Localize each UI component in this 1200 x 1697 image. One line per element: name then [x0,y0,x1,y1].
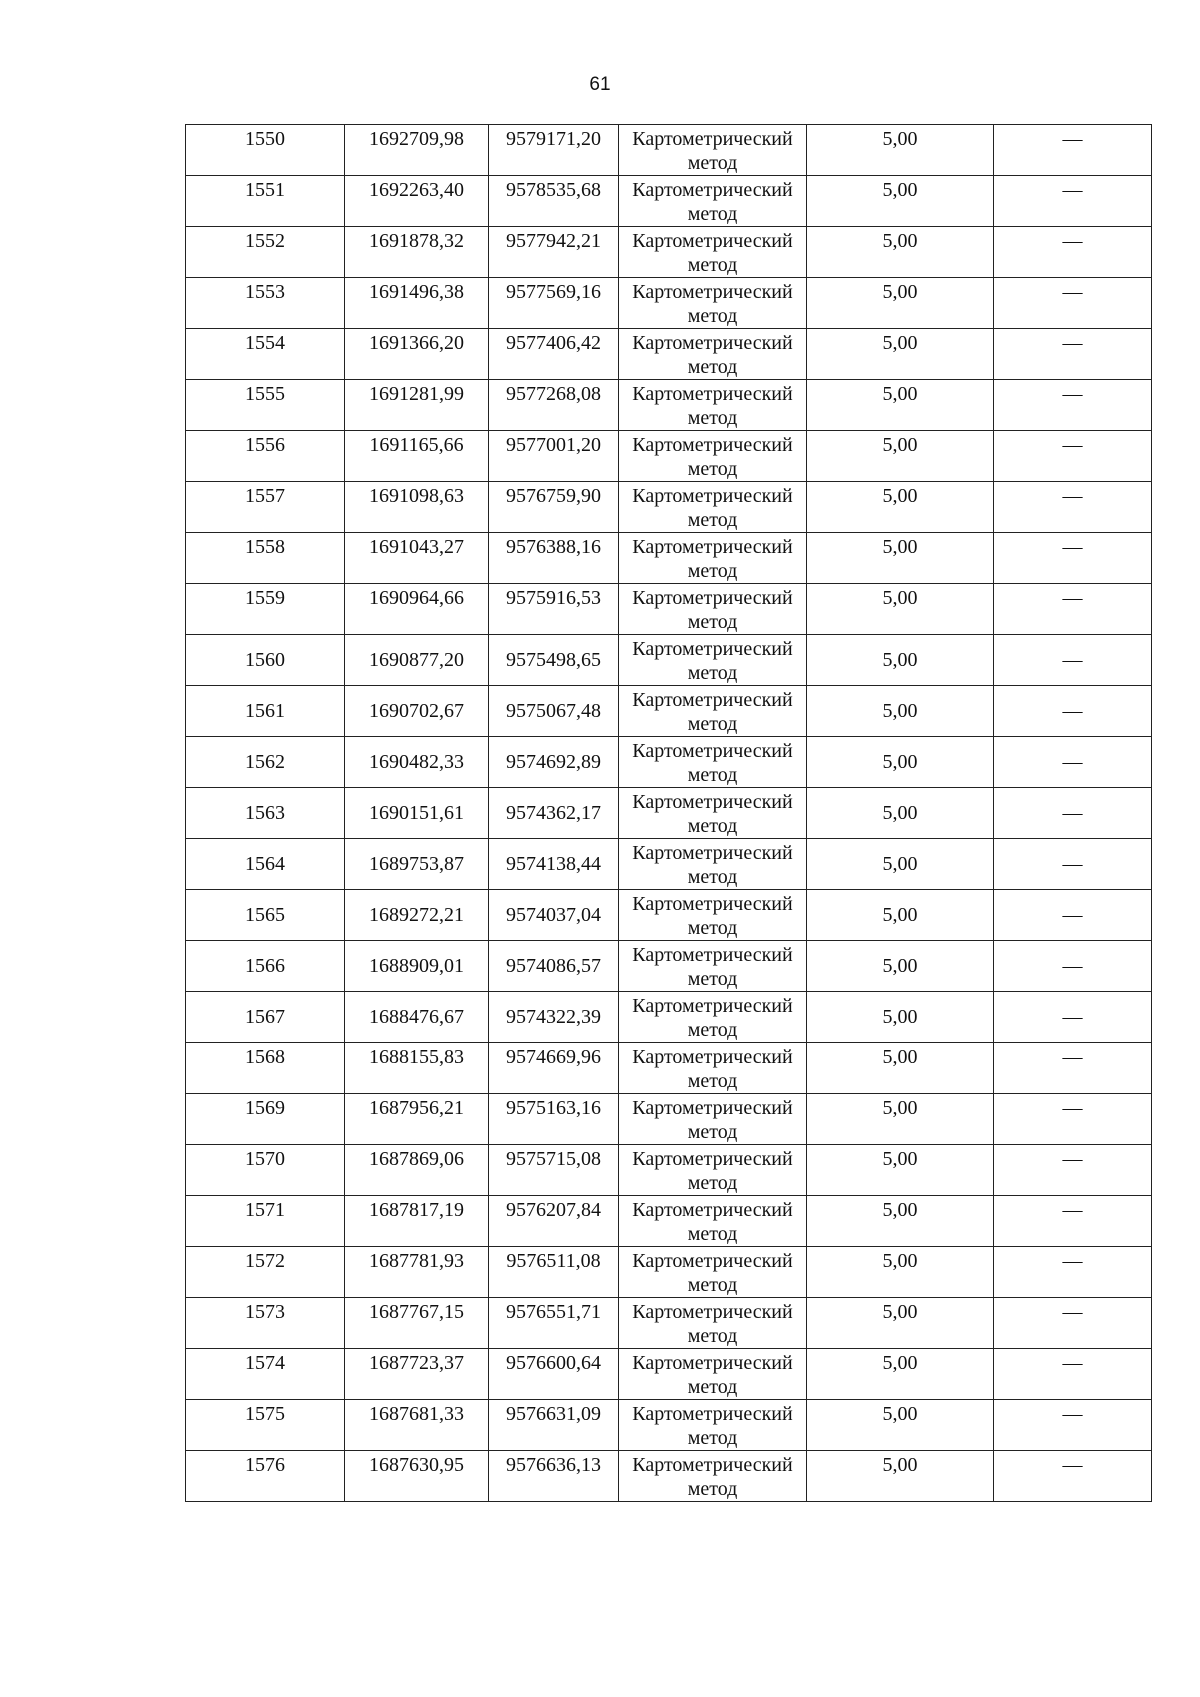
method-line-1: Картометрический [632,944,793,966]
description-cell: — [994,1094,1152,1145]
description-cell: — [994,1196,1152,1247]
y-coordinate-cell: 9576636,13 [489,1451,619,1502]
method-line-1: Картометрический [632,791,793,813]
table-row [186,1298,1152,1349]
table-row [186,1451,1152,1502]
method-cell [619,1349,807,1400]
x-coordinate-cell: 1687767,15 [345,1298,489,1349]
table-row [186,737,1152,788]
table-row [186,329,1152,380]
point-number-cell: 1561 [186,686,345,737]
description-cell: — [994,788,1152,839]
method-line-2: метод [687,254,738,276]
point-number-cell: 1558 [186,533,345,584]
point-number-cell: 1566 [186,941,345,992]
method-line-1: Картометрический [632,128,793,150]
point-number-cell: 1553 [186,278,345,329]
method-line-1: Картометрический [632,689,793,711]
point-number-cell: 1570 [186,1145,345,1196]
method-line-2: метод [687,1223,738,1245]
description-cell: — [994,431,1152,482]
x-coordinate-cell: 1691366,20 [345,329,489,380]
method-line-2: метод [687,815,738,837]
accuracy-cell: 5,00 [807,1247,994,1298]
table-row [186,839,1152,890]
point-number-cell: 1564 [186,839,345,890]
method-line-2: метод [687,764,738,786]
method-line-2: метод [687,1172,738,1194]
point-number-cell: 1562 [186,737,345,788]
y-coordinate-cell: 9574322,39 [489,992,619,1043]
description-cell: — [994,584,1152,635]
accuracy-cell: 5,00 [807,329,994,380]
description-cell: — [994,686,1152,737]
point-number-cell: 1575 [186,1400,345,1451]
accuracy-cell: 5,00 [807,1094,994,1145]
table-row [186,482,1152,533]
point-number-cell: 1573 [186,1298,345,1349]
accuracy-cell: 5,00 [807,635,994,686]
method-line-2: метод [687,203,738,225]
method-cell [619,686,807,737]
table-row [186,1145,1152,1196]
method-cell [619,278,807,329]
method-line-2: метод [687,458,738,480]
method-line-2: метод [687,305,738,327]
method-cell [619,635,807,686]
method-line-2: метод [687,1325,738,1347]
method-line-1: Картометрический [632,1250,793,1272]
method-cell [619,329,807,380]
x-coordinate-cell: 1690877,20 [345,635,489,686]
x-coordinate-cell: 1692709,98 [345,125,489,176]
x-coordinate-cell: 1691043,27 [345,533,489,584]
y-coordinate-cell: 9575067,48 [489,686,619,737]
y-coordinate-cell: 9574138,44 [489,839,619,890]
description-cell: — [994,1145,1152,1196]
coordinates-table-body [186,125,1152,1502]
method-line-2: метод [687,1478,738,1500]
y-coordinate-cell: 9574362,17 [489,788,619,839]
point-number-cell: 1559 [186,584,345,635]
description-cell: — [994,1349,1152,1400]
point-number-cell: 1550 [186,125,345,176]
method-cell [619,941,807,992]
x-coordinate-cell: 1690151,61 [345,788,489,839]
description-cell: — [994,839,1152,890]
method-line-1: Картометрический [632,536,793,558]
x-coordinate-cell: 1690702,67 [345,686,489,737]
method-line-1: Картометрический [632,1454,793,1476]
method-cell [619,737,807,788]
accuracy-cell: 5,00 [807,941,994,992]
method-line-2: метод [687,1070,738,1092]
description-cell: — [994,329,1152,380]
x-coordinate-cell: 1688909,01 [345,941,489,992]
method-line-1: Картометрический [632,1301,793,1323]
y-coordinate-cell: 9576511,08 [489,1247,619,1298]
y-coordinate-cell: 9576388,16 [489,533,619,584]
x-coordinate-cell: 1687781,93 [345,1247,489,1298]
accuracy-cell: 5,00 [807,737,994,788]
method-cell [619,482,807,533]
x-coordinate-cell: 1687630,95 [345,1451,489,1502]
method-cell [619,1451,807,1502]
method-cell [619,1400,807,1451]
x-coordinate-cell: 1692263,40 [345,176,489,227]
description-cell: — [994,125,1152,176]
x-coordinate-cell: 1687723,37 [345,1349,489,1400]
accuracy-cell: 5,00 [807,1349,994,1400]
method-line-1: Картометрический [632,893,793,915]
table-row [186,125,1152,176]
x-coordinate-cell: 1687869,06 [345,1145,489,1196]
description-cell: — [994,1043,1152,1094]
accuracy-cell: 5,00 [807,1400,994,1451]
point-number-cell: 1555 [186,380,345,431]
accuracy-cell: 5,00 [807,533,994,584]
description-cell: — [994,941,1152,992]
method-line-2: метод [687,407,738,429]
method-cell [619,380,807,431]
method-line-2: метод [687,1274,738,1296]
method-cell [619,431,807,482]
method-line-2: метод [687,356,738,378]
accuracy-cell: 5,00 [807,125,994,176]
point-number-cell: 1560 [186,635,345,686]
description-cell: — [994,890,1152,941]
table-row [186,176,1152,227]
page-number: 61 [589,74,611,95]
method-line-1: Картометрический [632,995,793,1017]
description-cell: — [994,1298,1152,1349]
method-line-1: Картометрический [632,1097,793,1119]
description-cell: — [994,176,1152,227]
method-line-1: Картометрический [632,1046,793,1068]
method-line-2: метод [687,1121,738,1143]
x-coordinate-cell: 1688476,67 [345,992,489,1043]
method-line-2: метод [687,968,738,990]
method-cell [619,890,807,941]
y-coordinate-cell: 9574669,96 [489,1043,619,1094]
table-row [186,686,1152,737]
table-row [186,1400,1152,1451]
method-line-1: Картометрический [632,1403,793,1425]
y-coordinate-cell: 9576631,09 [489,1400,619,1451]
method-line-1: Картометрический [632,587,793,609]
method-cell [619,1247,807,1298]
point-number-cell: 1554 [186,329,345,380]
x-coordinate-cell: 1691878,32 [345,227,489,278]
table-row [186,890,1152,941]
x-coordinate-cell: 1687956,21 [345,1094,489,1145]
description-cell: — [994,380,1152,431]
method-line-1: Картометрический [632,1148,793,1170]
x-coordinate-cell: 1689272,21 [345,890,489,941]
table-row [186,788,1152,839]
method-line-2: метод [687,662,738,684]
accuracy-cell: 5,00 [807,380,994,431]
y-coordinate-cell: 9574086,57 [489,941,619,992]
table-row [186,941,1152,992]
y-coordinate-cell: 9577001,20 [489,431,619,482]
y-coordinate-cell: 9576600,64 [489,1349,619,1400]
point-number-cell: 1552 [186,227,345,278]
method-line-1: Картометрический [632,842,793,864]
description-cell: — [994,533,1152,584]
table-row [186,1043,1152,1094]
method-line-1: Картометрический [632,1199,793,1221]
point-number-cell: 1556 [186,431,345,482]
y-coordinate-cell: 9575498,65 [489,635,619,686]
method-line-1: Картометрический [632,638,793,660]
accuracy-cell: 5,00 [807,1145,994,1196]
method-line-1: Картометрический [632,740,793,762]
x-coordinate-cell: 1690482,33 [345,737,489,788]
method-line-2: метод [687,866,738,888]
description-cell: — [994,1400,1152,1451]
y-coordinate-cell: 9576759,90 [489,482,619,533]
method-cell [619,125,807,176]
method-cell [619,533,807,584]
table-row [186,1196,1152,1247]
method-cell [619,227,807,278]
y-coordinate-cell: 9578535,68 [489,176,619,227]
method-cell [619,1196,807,1247]
accuracy-cell: 5,00 [807,1196,994,1247]
method-cell [619,839,807,890]
method-line-1: Картометрический [632,485,793,507]
description-cell: — [994,278,1152,329]
method-cell [619,1094,807,1145]
y-coordinate-cell: 9577569,16 [489,278,619,329]
accuracy-cell: 5,00 [807,1043,994,1094]
table-row [186,380,1152,431]
table-row [186,1247,1152,1298]
x-coordinate-cell: 1690964,66 [345,584,489,635]
method-line-2: метод [687,152,738,174]
accuracy-cell: 5,00 [807,176,994,227]
method-cell [619,1298,807,1349]
x-coordinate-cell: 1691281,99 [345,380,489,431]
method-line-2: метод [687,713,738,735]
point-number-cell: 1576 [186,1451,345,1502]
x-coordinate-cell: 1687817,19 [345,1196,489,1247]
point-number-cell: 1551 [186,176,345,227]
method-line-2: метод [687,1376,738,1398]
point-number-cell: 1568 [186,1043,345,1094]
accuracy-cell: 5,00 [807,227,994,278]
point-number-cell: 1574 [186,1349,345,1400]
accuracy-cell: 5,00 [807,1298,994,1349]
table-row [186,278,1152,329]
point-number-cell: 1567 [186,992,345,1043]
description-cell: — [994,635,1152,686]
y-coordinate-cell: 9576551,71 [489,1298,619,1349]
accuracy-cell: 5,00 [807,890,994,941]
point-number-cell: 1557 [186,482,345,533]
method-line-1: Картометрический [632,230,793,252]
description-cell: — [994,737,1152,788]
table-row [186,533,1152,584]
description-cell: — [994,227,1152,278]
y-coordinate-cell: 9574037,04 [489,890,619,941]
method-cell [619,1043,807,1094]
method-line-2: метод [687,509,738,531]
accuracy-cell: 5,00 [807,839,994,890]
description-cell: — [994,482,1152,533]
y-coordinate-cell: 9579171,20 [489,125,619,176]
description-cell: — [994,992,1152,1043]
table-row [186,1349,1152,1400]
method-line-1: Картометрический [632,383,793,405]
method-line-2: метод [687,611,738,633]
point-number-cell: 1565 [186,890,345,941]
x-coordinate-cell: 1687681,33 [345,1400,489,1451]
method-line-1: Картометрический [632,179,793,201]
table-row [186,635,1152,686]
point-number-cell: 1572 [186,1247,345,1298]
description-cell: — [994,1451,1152,1502]
y-coordinate-cell: 9577268,08 [489,380,619,431]
x-coordinate-cell: 1691165,66 [345,431,489,482]
point-number-cell: 1569 [186,1094,345,1145]
method-cell [619,176,807,227]
method-line-2: метод [687,560,738,582]
method-cell [619,788,807,839]
y-coordinate-cell: 9574692,89 [489,737,619,788]
x-coordinate-cell: 1689753,87 [345,839,489,890]
accuracy-cell: 5,00 [807,584,994,635]
y-coordinate-cell: 9575163,16 [489,1094,619,1145]
method-line-1: Картометрический [632,332,793,354]
table-row [186,584,1152,635]
x-coordinate-cell: 1691496,38 [345,278,489,329]
method-line-1: Картометрический [632,434,793,456]
table-row [186,431,1152,482]
method-cell [619,992,807,1043]
method-cell [619,584,807,635]
method-line-1: Картометрический [632,1352,793,1374]
method-line-2: метод [687,1019,738,1041]
method-line-2: метод [687,1427,738,1449]
coordinates-table [185,124,1152,1502]
accuracy-cell: 5,00 [807,431,994,482]
y-coordinate-cell: 9577406,42 [489,329,619,380]
accuracy-cell: 5,00 [807,686,994,737]
accuracy-cell: 5,00 [807,788,994,839]
table-row [186,992,1152,1043]
y-coordinate-cell: 9576207,84 [489,1196,619,1247]
description-cell: — [994,1247,1152,1298]
method-line-2: метод [687,917,738,939]
y-coordinate-cell: 9575715,08 [489,1145,619,1196]
y-coordinate-cell: 9577942,21 [489,227,619,278]
x-coordinate-cell: 1688155,83 [345,1043,489,1094]
accuracy-cell: 5,00 [807,992,994,1043]
point-number-cell: 1563 [186,788,345,839]
method-cell [619,1145,807,1196]
table-row [186,1094,1152,1145]
point-number-cell: 1571 [186,1196,345,1247]
x-coordinate-cell: 1691098,63 [345,482,489,533]
accuracy-cell: 5,00 [807,482,994,533]
table-row [186,227,1152,278]
accuracy-cell: 5,00 [807,278,994,329]
y-coordinate-cell: 9575916,53 [489,584,619,635]
method-line-1: Картометрический [632,281,793,303]
accuracy-cell: 5,00 [807,1451,994,1502]
